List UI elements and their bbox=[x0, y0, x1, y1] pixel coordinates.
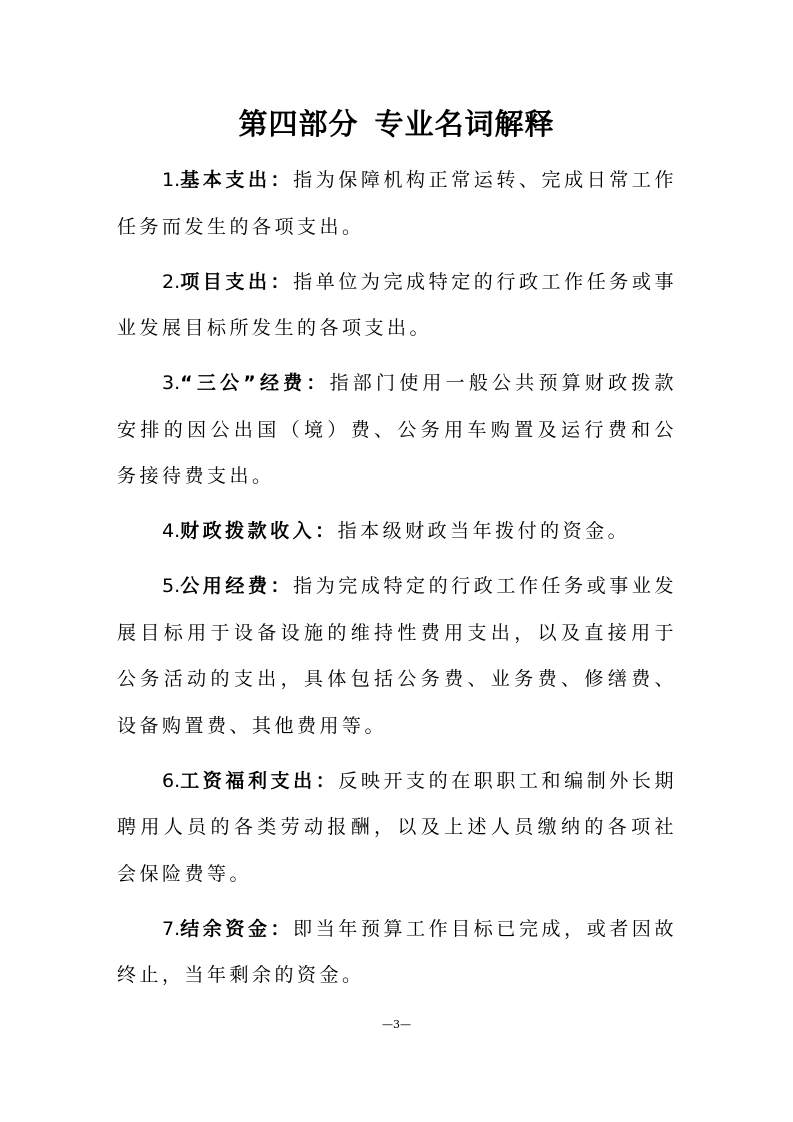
page-title bbox=[0, 104, 793, 144]
title-part-label: 第四部分 bbox=[238, 107, 359, 141]
item-number: 4. bbox=[162, 520, 181, 542]
item-number: 1. bbox=[162, 169, 181, 191]
item-term: 基本支出： bbox=[180, 169, 294, 191]
glossary-item bbox=[117, 758, 677, 898]
glossary-item bbox=[117, 508, 677, 555]
glossary-item bbox=[117, 157, 677, 250]
item-number: 2. bbox=[162, 270, 181, 293]
glossary-item bbox=[117, 563, 677, 749]
item-number: 6. bbox=[162, 769, 181, 792]
item-definition: 反映开支的在职职工和编制外长期聘用人员的各类劳动报酬，以及上述人员缴纳的各项社会保险费等。 bbox=[117, 769, 677, 885]
glossary-item bbox=[117, 259, 677, 352]
item-term: 公用经费： bbox=[180, 575, 294, 597]
item-definition: 指部门使用一般公共预算财政拨款安排的因公出国（境）费、公务用车购置及运行费和公务接待费支出。 bbox=[117, 372, 677, 487]
item-definition: 即当年预算工作目标已完成，或者因故终止，当年剩余的资金。 bbox=[117, 917, 677, 986]
item-term: 工资福利支出： bbox=[180, 769, 339, 792]
item-definition: 指为保障机构正常运转、完成日常工作任务而发生的各项支出。 bbox=[117, 169, 677, 238]
item-number: 3. bbox=[162, 372, 181, 394]
item-term: 财政拨款收入： bbox=[180, 520, 338, 542]
item-term: 项目支出： bbox=[180, 270, 294, 293]
page-number: —3— bbox=[382, 1018, 411, 1031]
item-number: 5. bbox=[162, 575, 181, 597]
glossary-item bbox=[117, 906, 677, 999]
item-term: “三公”经费： bbox=[180, 372, 330, 394]
item-definition: 指单位为完成特定的行政工作任务或事业发展目标所发生的各项支出。 bbox=[117, 270, 677, 339]
item-definition: 指为完成特定的行政工作任务或事业发展目标用于设备设施的维持性费用支出，以及直接用于公务活动的支出，具体包括公务费、业务费、修缮费、设备购置费、其他费用等。 bbox=[117, 575, 677, 737]
title-subject-label: 专业名词解释 bbox=[374, 107, 555, 141]
glossary-item bbox=[117, 360, 677, 500]
item-number: 7. bbox=[162, 917, 181, 940]
item-term: 结余资金： bbox=[180, 917, 294, 940]
glossary-list bbox=[117, 157, 677, 1007]
item-definition: 指本级财政当年拨付的资金。 bbox=[337, 520, 631, 542]
